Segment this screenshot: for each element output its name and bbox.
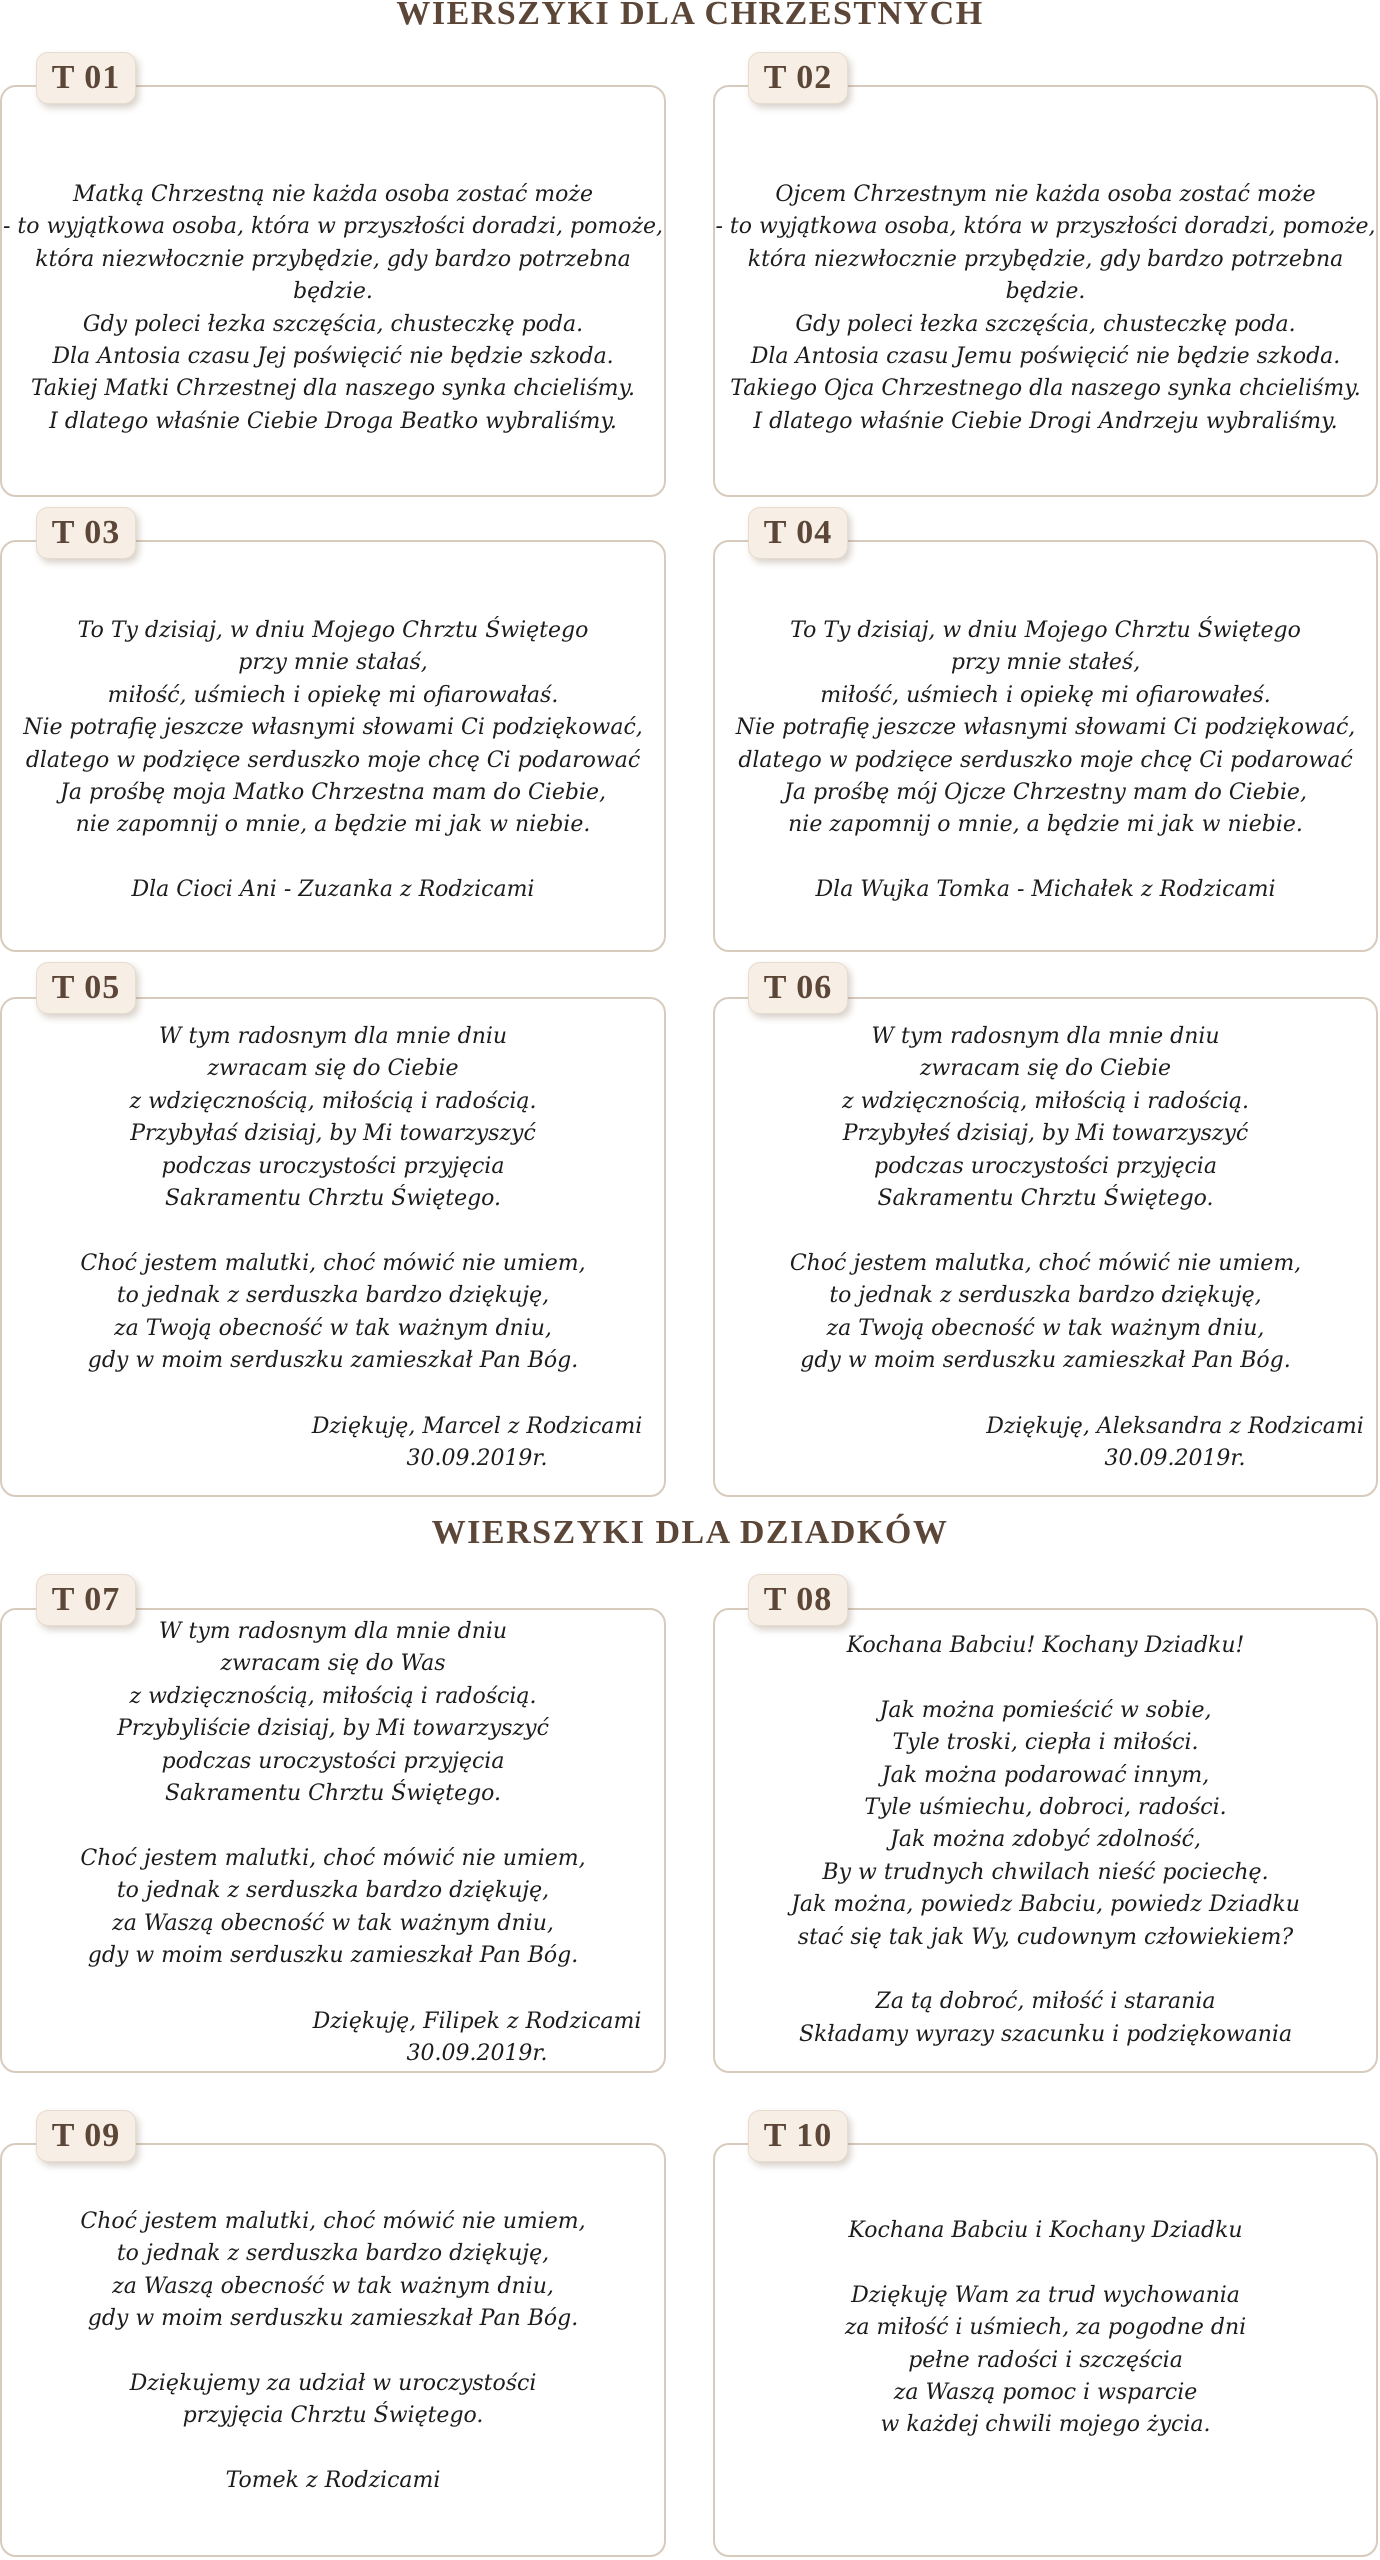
poem-text: W tym radosnym dla mnie dniu zwracam się do Was z wdzięcznością, miłością i radością. Przybyliście dzisiaj, by Mi towarzyszyć podczas uroczystości przyjęcia Sakramentu Chrztu Świętego. Choć jestem malutki, choć mówić nie umiem, to jednak z serduszka bardzo dziękuję, za Waszą obecność w tak ważnym dniu, gdy w moim serduszku zamieszkał Pan Bóg. — [80, 1619, 586, 1969]
poem-code-tab: T 03 — [36, 507, 136, 559]
poem-card-t04 — [713, 540, 1378, 952]
poem-signature: Dziękuję, Marcel z Rodzicami 30.09.2019r. — [311, 1414, 643, 1472]
poem-card-t10 — [713, 2143, 1378, 2557]
poem-card-t02 — [713, 85, 1378, 497]
poem-card-t09 — [0, 2143, 666, 2557]
poem-code-tab: T 08 — [748, 1574, 848, 1626]
section-title-grandparents: WIERSZYKI DLA DZIADKÓW — [431, 1514, 949, 1551]
poem-text: W tym radosnym dla mnie dniu zwracam się do Ciebie z wdzięcznością, miłością i radością. Przybyłeś dzisiaj, by Mi towarzyszyć podczas uroczystości przyjęcia Sakramentu Chrztu Świętego. Choć jestem malutka, choć mówić nie umiem, to jednak z serduszka bardzo dziękuję, za Twoją obecność w tak ważnym dniu, gdy w moim serduszku zamieszkał Pan Bóg. — [789, 1024, 1302, 1374]
poem-card-t07 — [0, 1608, 666, 2073]
poem-text: To Ty dzisiaj, w dniu Mojego Chrztu Świętego przy mnie stałeś, miłość, uśmiech i opiekę mi ofiarowałeś. Nie potrafię jeszcze własnymi słowami Ci podziękować, dlatego w podzięce serduszko moje chcę Ci podarować Ja prośbę mój Ojcze Chrzestny mam do Ciebie, nie zapomnij o mnie, a będzie mi jak w niebie. Dla Wujka Tomka - Michałek z Rodzicami — [735, 618, 1356, 903]
poem-text: Kochana Babciu i Kochany Dziadku Dziękuję Wam za trud wychowania za miłość i uśmiech, za pogodne dni pełne radości i szczęścia za Waszą pomoc i wsparcie w każdej chwili mojego życia. — [844, 2218, 1247, 2438]
poem-code-tab: T 04 — [748, 507, 848, 559]
poem-text: Kochana Babciu! Kochany Dziadku! Jak można pomieścić w sobie, Tyle troski, ciepła i miłości. Jak można podarować innym, Tyle uśmiechu, dobroci, radości. Jak można zdobyć zdolność, By w trudnych chwilach nieść pociechę. Jak można, powiedz Babciu, powiedz Dziadku stać się tak jak Wy, cudownym człowiekiem? Za tą dobroć, miłość i starania Składamy wyrazy szacunku i podziękowania — [791, 1633, 1300, 2047]
poem-card-t03 — [0, 540, 666, 952]
poem-text: W tym radosnym dla mnie dniu zwracam się do Ciebie z wdzięcznością, miłością i radością. Przybyłaś dzisiaj, by Mi towarzyszyć podczas uroczystości przyjęcia Sakramentu Chrztu Świętego. Choć jestem malutki, choć mówić nie umiem, to jednak z serduszka bardzo dziękuję, za Twoją obecność w tak ważnym dniu, gdy w moim serduszku zamieszkał Pan Bóg. — [80, 1024, 586, 1374]
poem-card-t01 — [0, 85, 666, 497]
poem-signature: Dziękuję, Aleksandra z Rodzicami 30.09.2019r. — [986, 1414, 1364, 1472]
poem-card-t05 — [0, 997, 666, 1497]
poem-code-tab: T 06 — [748, 962, 848, 1014]
poem-card-t08 — [713, 1608, 1378, 2073]
poem-code-tab: T 05 — [36, 962, 136, 1014]
poem-code-tab: T 09 — [36, 2110, 136, 2162]
poem-code-tab: T 02 — [748, 52, 848, 104]
section-title-godparents: WIERSZYKI DLA CHRZESTNYCH — [396, 0, 984, 32]
poem-text: Choć jestem malutki, choć mówić nie umiem, to jednak z serduszka bardzo dziękuję, za Waszą obecność w tak ważnym dniu, gdy w moim serduszku zamieszkał Pan Bóg. Dziękujemy za udział w uroczystości przyjęcia Chrztu Świętego. Tomek z Rodzicami — [80, 2209, 586, 2494]
poem-code-tab: T 10 — [748, 2110, 848, 2162]
poem-text: Matką Chrzestną nie każda osoba zostać może - to wyjątkowa osoba, która w przyszłości doradzi, pomoże, która niezwłocznie przybędzie, gdy bardzo potrzebna będzie. Gdy poleci łezka szczęścia, chusteczkę poda. Dla Antosia czasu Jej poświęcić nie będzie szkoda. Takiej Matki Chrzestnej dla naszego synka chcieliśmy. I dlatego właśnie Ciebie Droga Beatko wybraliśmy. — [2, 182, 664, 434]
poem-signature: Dziękuję, Filipek z Rodzicami 30.09.2019r. — [312, 2009, 642, 2067]
poem-code-tab: T 01 — [36, 52, 136, 104]
poem-card-t06 — [713, 997, 1378, 1497]
poem-text: To Ty dzisiaj, w dniu Mojego Chrztu Świętego przy mnie stałaś, miłość, uśmiech i opiekę mi ofiarowałaś. Nie potrafię jeszcze własnymi słowami Ci podziękować, dlatego w podzięce serduszko moje chcę Ci podarować Ja prośbę moja Matko Chrzestna mam do Ciebie, nie zapomnij o mnie, a będzie mi jak w niebie. Dla Cioci Ani - Zuzanka z Rodzicami — [23, 618, 643, 903]
poem-text: Ojcem Chrzestnym nie każda osoba zostać może - to wyjątkowa osoba, która w przyszłości doradzi, pomoże, która niezwłocznie przybędzie, gdy bardzo potrzebna będzie. Gdy poleci łezka szczęścia, chusteczkę poda. Dla Antosia czasu Jemu poświęcić nie będzie szkoda. Takiego Ojca Chrzestnego dla naszego synka chcieliśmy. I dlatego właśnie Ciebie Drogi Andrzeju wybraliśmy. — [715, 182, 1376, 434]
poem-code-tab: T 07 — [36, 1574, 136, 1626]
